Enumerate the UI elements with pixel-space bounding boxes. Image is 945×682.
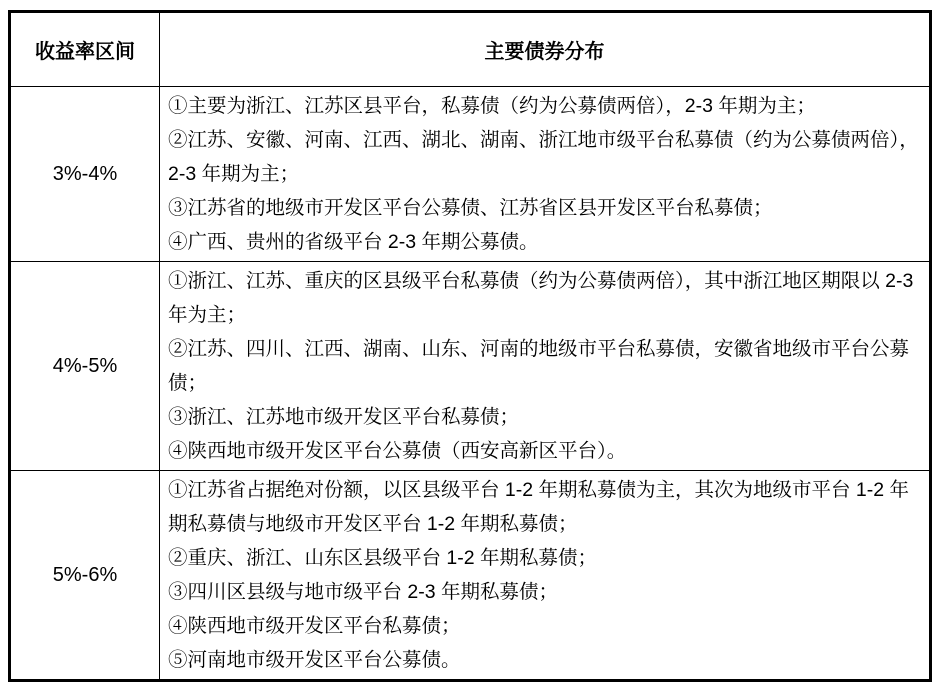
bond-distribution-table bbox=[8, 10, 932, 682]
distribution-cell bbox=[160, 87, 931, 262]
yield-range-cell: 4%-5% bbox=[10, 262, 160, 471]
distribution-item: ②江苏、安徽、河南、江西、湖北、湖南、浙江地市级平台私募债（约为公募债两倍），2-3 年期为主； bbox=[168, 129, 919, 185]
distribution-item: ②江苏、四川、江西、湖南、山东、河南的地级市平台私募债，安徽省地级市平台公募债； bbox=[168, 338, 910, 394]
header-bond-distribution: 主要债券分布 bbox=[160, 12, 931, 87]
distribution-item: ①江苏省占据绝对份额，以区县级平台 1-2 年期私募债为主，其次为地级市平台 1-2 年期私募债与地级市开发区平台 1-2 年期私募债； bbox=[168, 479, 910, 535]
distribution-item: ④陕西地市级开发区平台公募债（西安高新区平台）。 bbox=[168, 440, 627, 462]
distribution-cell bbox=[160, 262, 931, 471]
table-row bbox=[10, 262, 931, 471]
distribution-item: ①主要为浙江、江苏区县平台，私募债（约为公募债两倍），2-3 年期为主； bbox=[168, 95, 816, 117]
yield-range-cell: 5%-6% bbox=[10, 471, 160, 681]
distribution-item: ④广西、贵州的省级平台 2-3 年期公募债。 bbox=[168, 231, 539, 253]
distribution-item: ③江苏省的地级市开发区平台公募债、江苏省区县开发区平台私募债； bbox=[168, 197, 773, 219]
distribution-item: ②重庆、浙江、山东区县级平台 1-2 年期私募债； bbox=[168, 547, 598, 569]
header-yield-range: 收益率区间 bbox=[10, 12, 160, 87]
distribution-item: ④陕西地市级开发区平台私募债； bbox=[168, 615, 461, 637]
table-header-row bbox=[10, 12, 931, 87]
table-row bbox=[10, 87, 931, 262]
distribution-item: ③四川区县级与地市级平台 2-3 年期私募债； bbox=[168, 581, 559, 603]
distribution-cell bbox=[160, 471, 931, 681]
distribution-item: ①浙江、江苏、重庆的区县级平台私募债（约为公募债两倍），其中浙江地区期限以 2-3 年为主； bbox=[168, 270, 914, 326]
yield-range-cell: 3%-4% bbox=[10, 87, 160, 262]
table-row bbox=[10, 471, 931, 681]
distribution-item: ③浙江、江苏地市级开发区平台私募债； bbox=[168, 406, 520, 428]
distribution-item: ⑤河南地市级开发区平台公募债。 bbox=[168, 649, 461, 671]
